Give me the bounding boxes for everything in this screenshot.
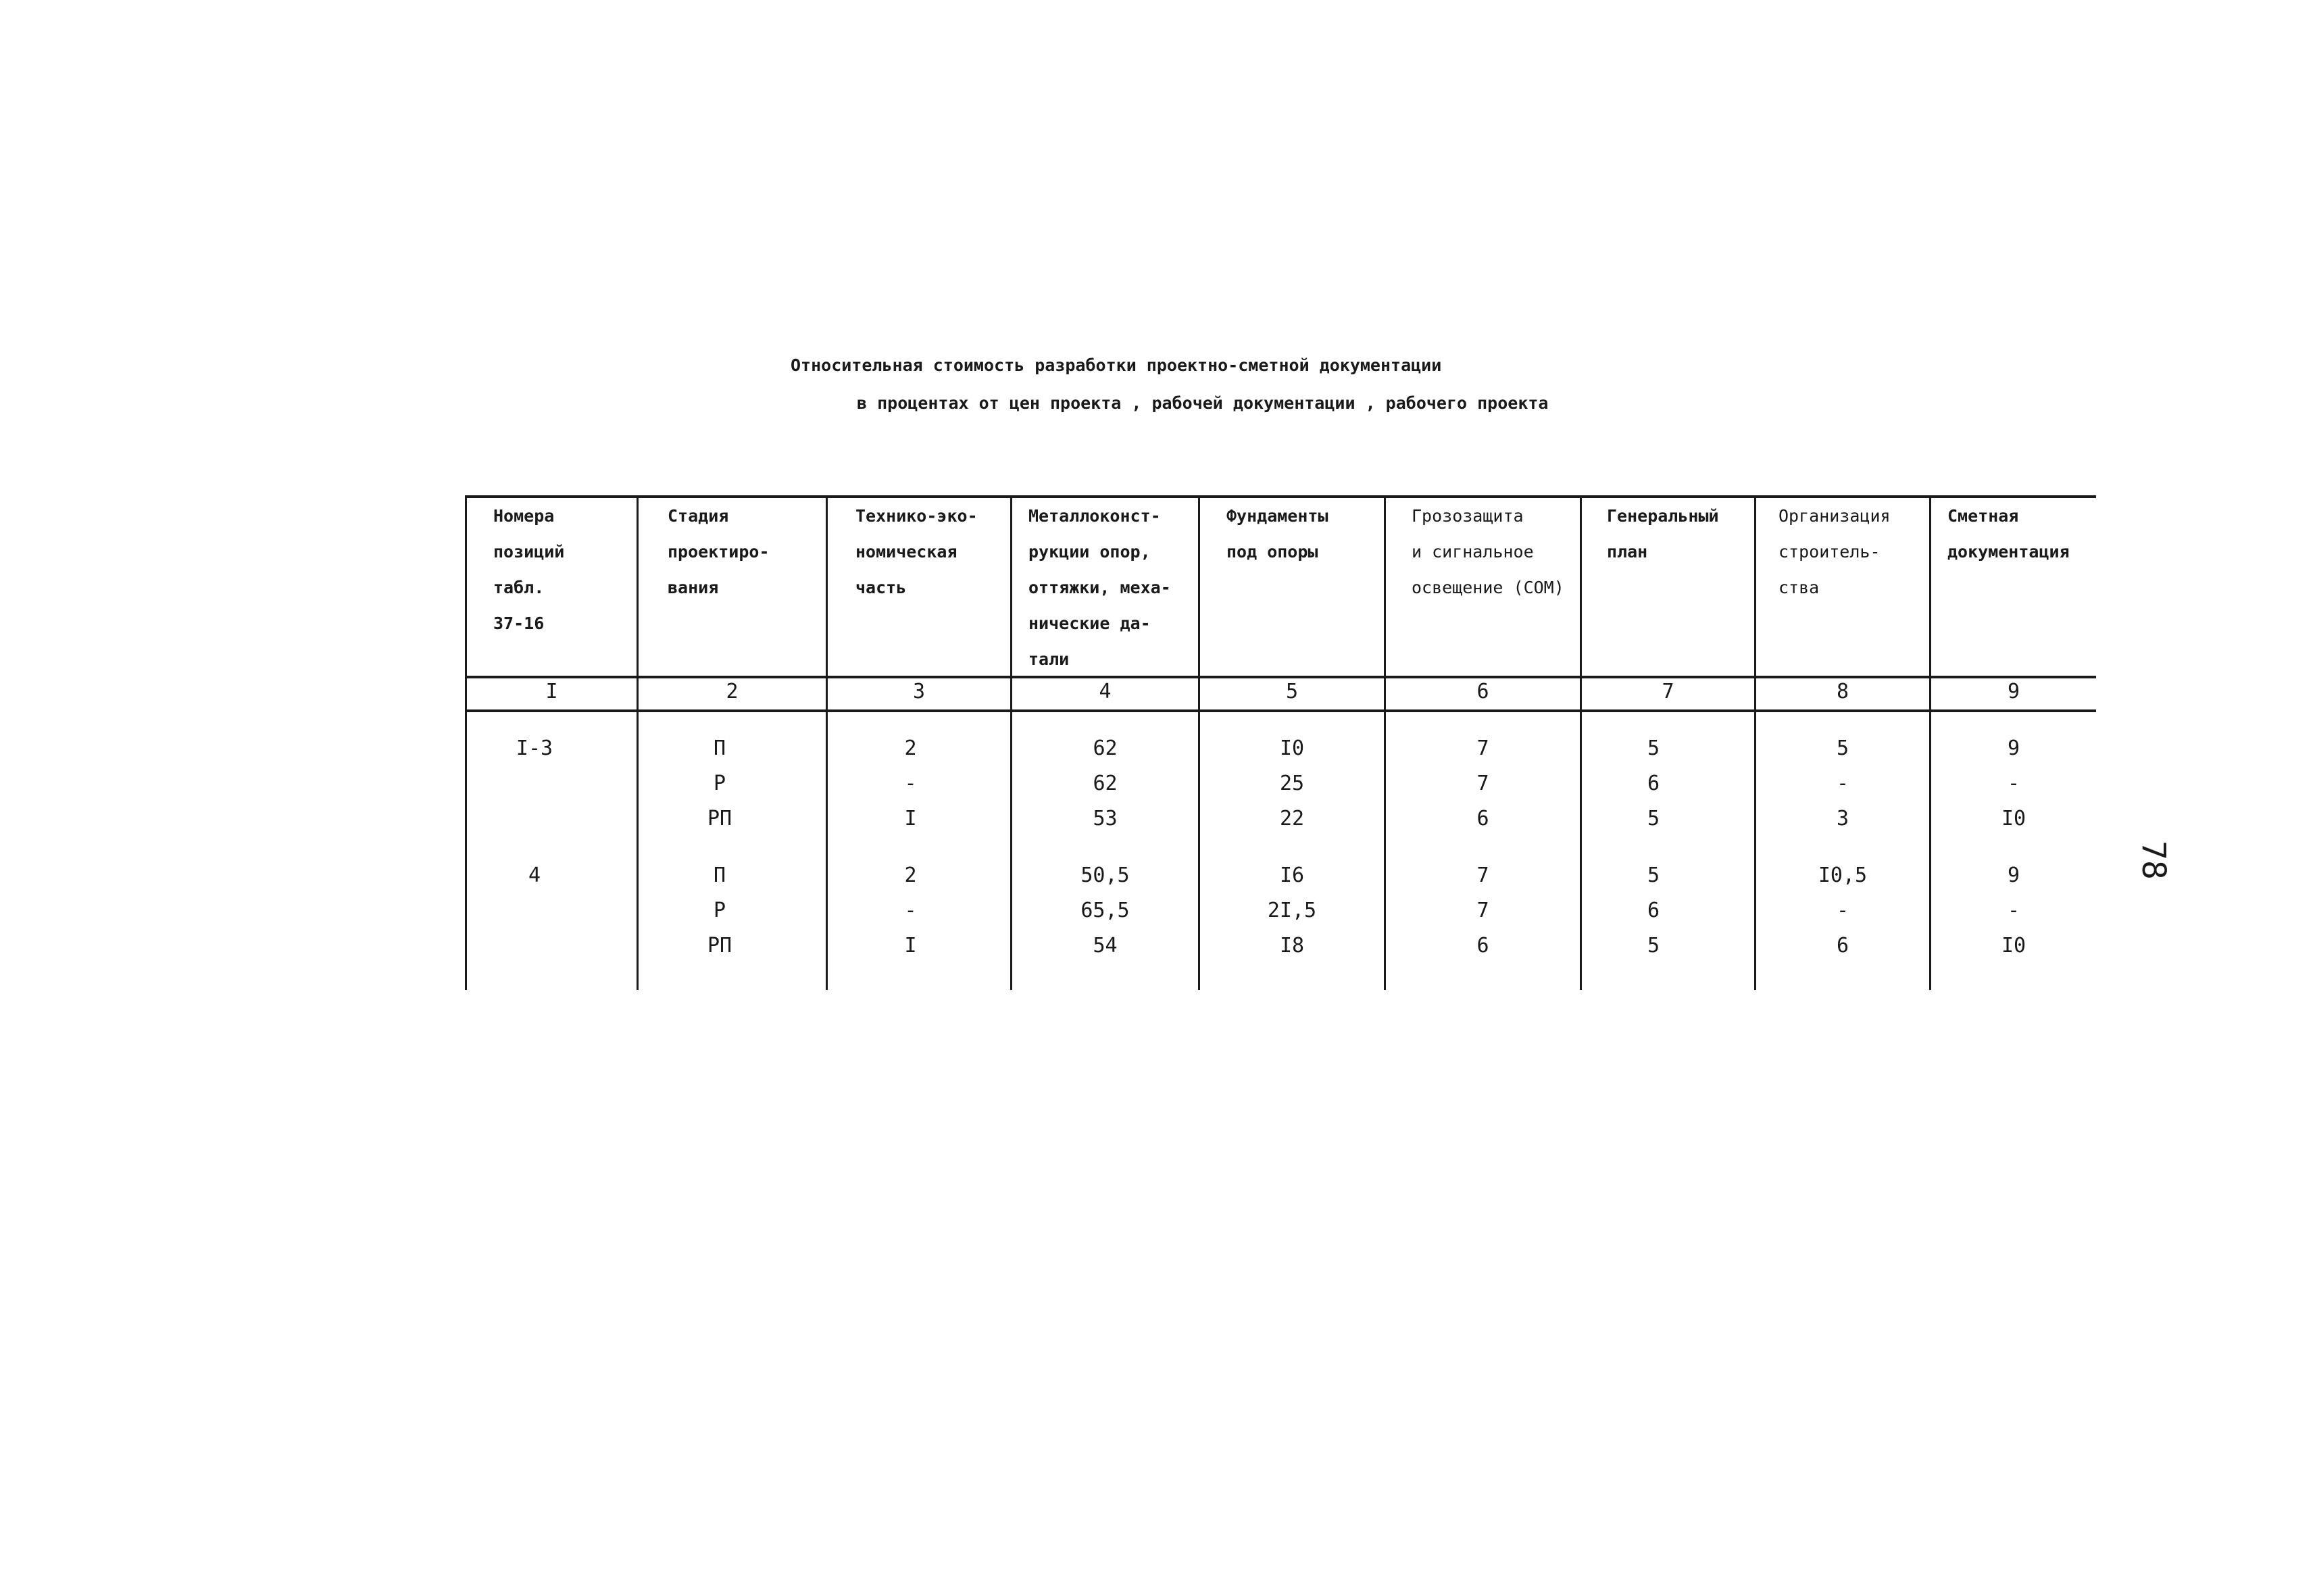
value-cell: 6 bbox=[1836, 934, 1849, 957]
column-number: 3 bbox=[912, 680, 926, 703]
page-number: 78 bbox=[2135, 841, 2172, 880]
column-number: 5 bbox=[1285, 680, 1299, 703]
stage-cell: РП bbox=[707, 807, 732, 830]
value-cell: 5 bbox=[1647, 737, 1660, 760]
column-number: 7 bbox=[1662, 680, 1674, 703]
value-cell: 3 bbox=[1836, 807, 1849, 830]
column-number: 4 bbox=[1099, 680, 1112, 703]
value-cell: I0,5 bbox=[1818, 864, 1868, 887]
value-cell: 6 bbox=[1476, 934, 1489, 957]
column-number: 8 bbox=[1836, 680, 1849, 703]
value-cell: 25 bbox=[1279, 772, 1305, 795]
header-positions: Номера позиций табл. 37-16 bbox=[493, 506, 565, 633]
value-cell: 62 bbox=[1093, 737, 1118, 760]
column-number: 6 bbox=[1476, 680, 1489, 703]
value-cell: 5 bbox=[1836, 737, 1849, 760]
header-estimate: Сметная документация bbox=[1947, 506, 2070, 562]
value-cell: 2I,5 bbox=[1267, 899, 1317, 922]
value-cell: 22 bbox=[1279, 807, 1305, 830]
value-cell: - bbox=[904, 899, 917, 922]
value-cell: 65,5 bbox=[1080, 899, 1130, 922]
header-master-plan: Генеральный план bbox=[1607, 506, 1719, 562]
value-cell: I bbox=[904, 807, 917, 830]
value-cell: I6 bbox=[1279, 864, 1305, 887]
value-cell: 6 bbox=[1476, 807, 1489, 830]
value-cell: 5 bbox=[1647, 934, 1660, 957]
column-number: I bbox=[545, 680, 558, 703]
stage-cell: П bbox=[713, 864, 726, 887]
header-lightning: Грозозащита и сигнальное освещение (СОМ) bbox=[1412, 506, 1564, 597]
value-cell: 5 bbox=[1647, 864, 1660, 887]
value-cell: 6 bbox=[1647, 772, 1660, 795]
value-cell: I0 bbox=[2001, 807, 2026, 830]
stage-cell: Р bbox=[713, 899, 726, 922]
value-cell: 5 bbox=[1647, 807, 1660, 830]
value-cell: I0 bbox=[2001, 934, 2026, 957]
stage-cell: П bbox=[713, 737, 726, 760]
header-construction-org: Организация строитель- ства bbox=[1778, 506, 1891, 597]
column-number: 2 bbox=[726, 680, 739, 703]
value-cell: I bbox=[904, 934, 917, 957]
value-cell: I0 bbox=[1279, 737, 1305, 760]
column-number: 9 bbox=[2007, 680, 2020, 703]
value-cell: - bbox=[2007, 772, 2020, 795]
value-cell: 2 bbox=[904, 737, 917, 760]
value-cell: 2 bbox=[904, 864, 917, 887]
header-tech-econ: Технико-эко- номическая часть bbox=[855, 506, 978, 597]
header-foundations: Фундаменты под опоры bbox=[1226, 506, 1328, 562]
position-cell: 4 bbox=[528, 864, 541, 887]
value-cell: 62 bbox=[1093, 772, 1118, 795]
value-cell: 7 bbox=[1476, 772, 1489, 795]
header-stage: Стадия проектиро- вания bbox=[668, 506, 770, 597]
table-title: Относительная стоимость разработки проектно-сметной документации bbox=[791, 355, 1442, 375]
position-cell: I-3 bbox=[516, 737, 553, 760]
table-subtitle: в процентах от цен проекта , рабочей документации , рабочего проекта bbox=[857, 393, 1549, 413]
value-cell: 7 bbox=[1476, 737, 1489, 760]
stage-cell: Р bbox=[713, 772, 726, 795]
header-metal: Металлоконст- рукции опор, оттяжки, меха- нические да- тали bbox=[1028, 506, 1171, 669]
numbers-bottom-rule bbox=[465, 709, 2096, 712]
value-cell: 6 bbox=[1647, 899, 1660, 922]
stage-cell: РП bbox=[707, 934, 732, 957]
value-cell: 9 bbox=[2007, 864, 2020, 887]
value-cell: 50,5 bbox=[1080, 864, 1130, 887]
value-cell: 53 bbox=[1093, 807, 1118, 830]
value-cell: I8 bbox=[1279, 934, 1305, 957]
value-cell: - bbox=[904, 772, 917, 795]
value-cell: - bbox=[2007, 899, 2020, 922]
value-cell: - bbox=[1836, 899, 1849, 922]
value-cell: - bbox=[1836, 772, 1849, 795]
value-cell: 7 bbox=[1476, 864, 1489, 887]
value-cell: 9 bbox=[2007, 737, 2020, 760]
value-cell: 7 bbox=[1476, 899, 1489, 922]
value-cell: 54 bbox=[1093, 934, 1118, 957]
